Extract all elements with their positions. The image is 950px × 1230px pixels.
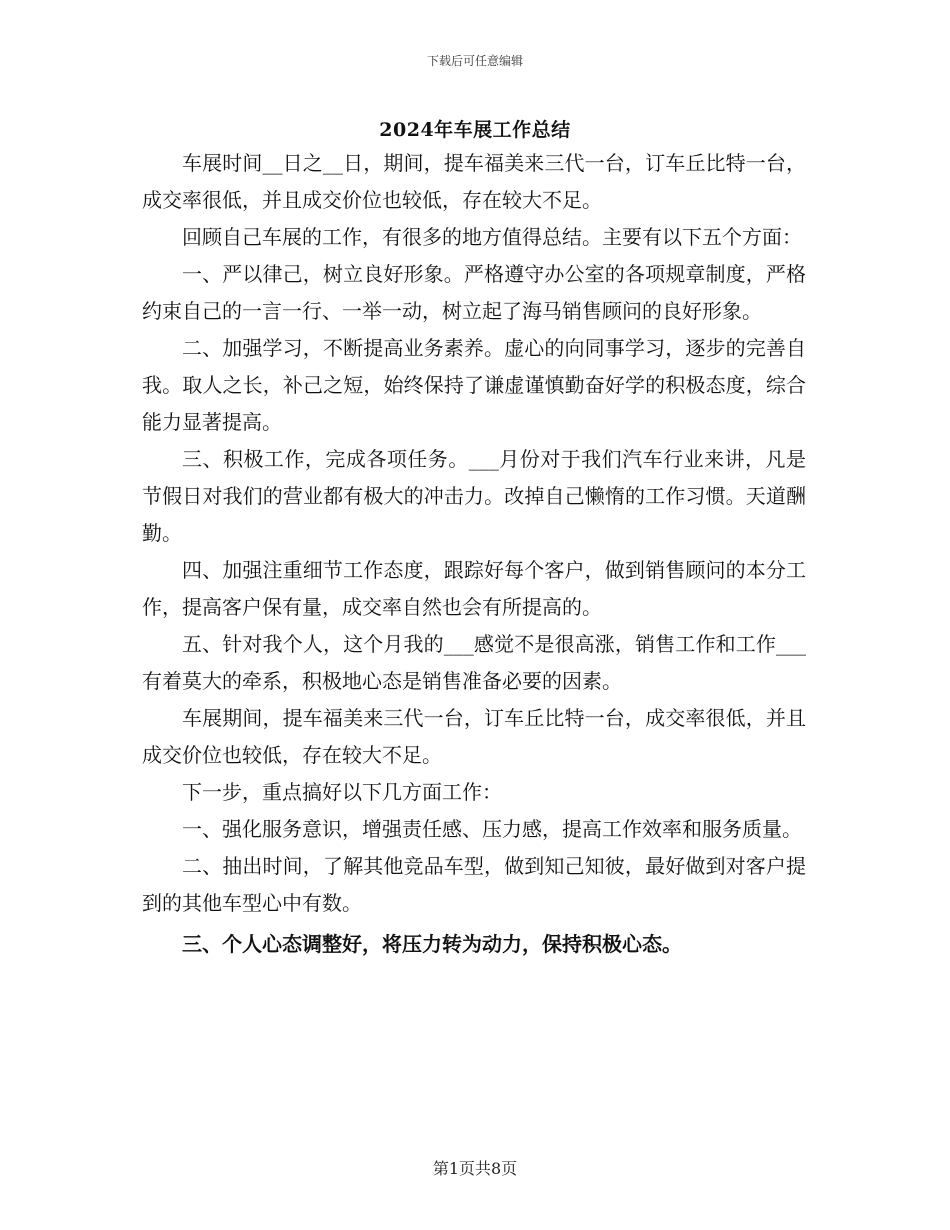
paragraph-point-2: 二、加强学习，不断提高业务素养。虚心的向同事学习，逐步的完善自我。取人之长，补己之短，始终保持了谦虚谨慎勤奋好学的积极态度，综合能力显著提高。 <box>142 336 806 434</box>
paragraph-point-5: 五、针对我个人，这个月我的___感觉不是很高涨，销售工作和工作___有着莫大的牵系，积极地心态是销售准备必要的因素。 <box>142 632 806 693</box>
paragraph-next-steps: 下一步，重点搞好以下几方面工作： <box>182 780 502 804</box>
paragraph-summary: 车展期间，提车福美来三代一台，订车丘比特一台，成交率很低，并且成交价位也较低，存在较大不足。 <box>142 706 806 767</box>
paragraph-next-1: 一、强化服务意识，增强责任感、压力感，提高工作效率和服务质量。 <box>182 817 802 841</box>
paragraph-next-3: 三、个人心态调整好，将压力转为动力，保持积极心态。 <box>182 932 682 956</box>
paragraph-intro: 车展时间__日之__日，期间，提车福美来三代一台，订车丘比特一台，成交率很低，并且成交价位也较低，存在较大不足。 <box>142 151 806 212</box>
document-body <box>142 145 806 963</box>
paragraph-point-3: 三、积极工作，完成各项任务。___月份对于我们汽车行业来讲，凡是节假日对我们的营业都有极大的冲击力。改掉自己懒惰的工作习惯。天道酬勤。 <box>142 447 806 545</box>
document-title: 2024年车展工作总结 <box>379 119 571 141</box>
page-number-footer: 第1页共8页 <box>432 1159 518 1178</box>
paragraph-next-2: 二、抽出时间，了解其他竞品车型，做到知己知彼，最好做到对客户提到的其他车型心中有数。 <box>142 854 806 915</box>
header-note: 下载后可任意编辑 <box>426 54 523 68</box>
paragraph-point-1: 一、严以律己，树立良好形象。严格遵守办公室的各项规章制度，严格约束自己的一言一行、一举一动，树立起了海马销售顾问的良好形象。 <box>142 262 806 323</box>
paragraph-review: 回顾自己车展的工作，有很多的地方值得总结。主要有以下五个方面： <box>182 225 802 249</box>
paragraph-point-4: 四、加强注重细节工作态度，跟踪好每个客户，做到销售顾问的本分工作，提高客户保有量，成交率自然也会有所提高的。 <box>142 558 806 619</box>
